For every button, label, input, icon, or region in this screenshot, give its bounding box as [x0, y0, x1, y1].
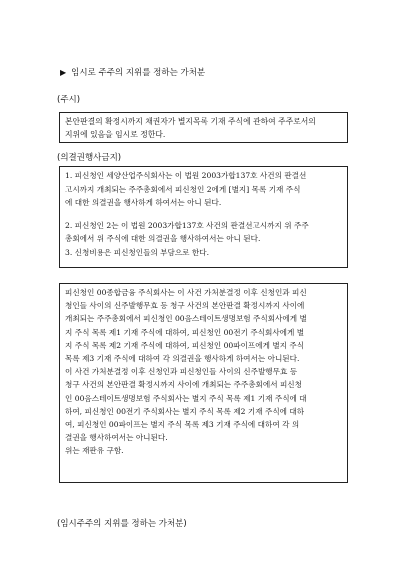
decision-line: 이 사건 가처분결정 이후 신청인과 피신청인들 사이의 신주발행무효 등: [65, 367, 298, 377]
decision-line: 인 00음스테이트생명보험 주식회사는 별지 주식 목록 제1 기재 주식에 대: [65, 393, 307, 403]
order-line: 에 대한 의결권을 행사하게 하여서는 아니 된다.: [65, 198, 222, 207]
main-text-line: 지위에 있음을 임시로 정한다.: [65, 130, 166, 139]
order-line: 총회에서 위 주식에 대한 의결권을 행사하여서는 아니 된다.: [65, 234, 261, 243]
decision-line: 지 주식 목록 제2 기재 주식에 대하여, 피신청인 00파이프에게 별지 주식: [65, 340, 305, 350]
order-line: 3. 신청비용은 피신청인들의 부담으로 한다.: [65, 247, 210, 257]
decision-line: 피신청인 00종합금융 주식회사는 이 사건 가처분결정 이후 신청인과 피신: [65, 288, 307, 297]
order-line: 고시까지 개최되는 주주총회에서 피신청인 2에게 [별지] 목록 기재 주식: [65, 184, 301, 194]
decision-line: 청인들 사이의 신주발행무효 등 청구 사건의 본안판결 확정시까지 사이에: [65, 301, 305, 311]
decision-line: 위는 재판유 구함.: [65, 446, 124, 456]
decision-line: 목록 제3 기재 주식에 대하여 각 의결권을 행사하게 하여서는 아니된다.: [65, 354, 300, 364]
voting-prohibition-box: [59, 166, 348, 268]
decision-text-box: [59, 283, 348, 483]
main-text-box: [59, 112, 348, 143]
heading-text: 임시로 주주의 지위를 정하는 가처분: [71, 68, 206, 78]
decision-line: 결권을 행사하여서는 아니된다.: [65, 433, 168, 443]
label-voting-prohibition: (의결권행사금지): [57, 153, 122, 163]
decision-line: 지 주식 목록 제1 기재 주식에 대하여, 피신청인 00전기 주식회사에게 별: [65, 327, 305, 337]
order-line: 2. 피신청인 2는 이 법원 2003가합137호 사건의 판결선고시까지 위 주주: [65, 220, 309, 230]
decision-line: 청구 사건의 본안판결 확정시까지 사이에 개최되는 주주총회에서 피신청: [65, 380, 302, 390]
triangle-bullet-icon: ▶: [60, 68, 67, 77]
section-heading: [60, 67, 205, 79]
label-main-text: (주시): [57, 95, 81, 105]
spacer: [65, 210, 343, 219]
main-text-line: 본안판결의 확정시까지 채권자가 별지목록 기재 주식에 관하여 주주로서의: [65, 117, 316, 126]
decision-line: 개최되는 주주총회에서 피신청인 00음스테이트생명보험 주식회사에게 별: [65, 314, 307, 324]
label-footer: (임시주주의 지위를 정하는 가처분): [57, 519, 187, 529]
decision-line: 하여, 피신청인 00전기 주식회사는 별지 주식 목록 제2 기재 주식에 대하: [65, 406, 305, 416]
order-line: 1. 피신청인 세양산업주식회사는 이 법원 2003가합137호 사건의 판결선: [65, 171, 307, 180]
decision-line: 여, 피신청인 00파이프는 별지 주식 목록 제3 기재 주식에 대하여 각 의: [65, 420, 300, 430]
